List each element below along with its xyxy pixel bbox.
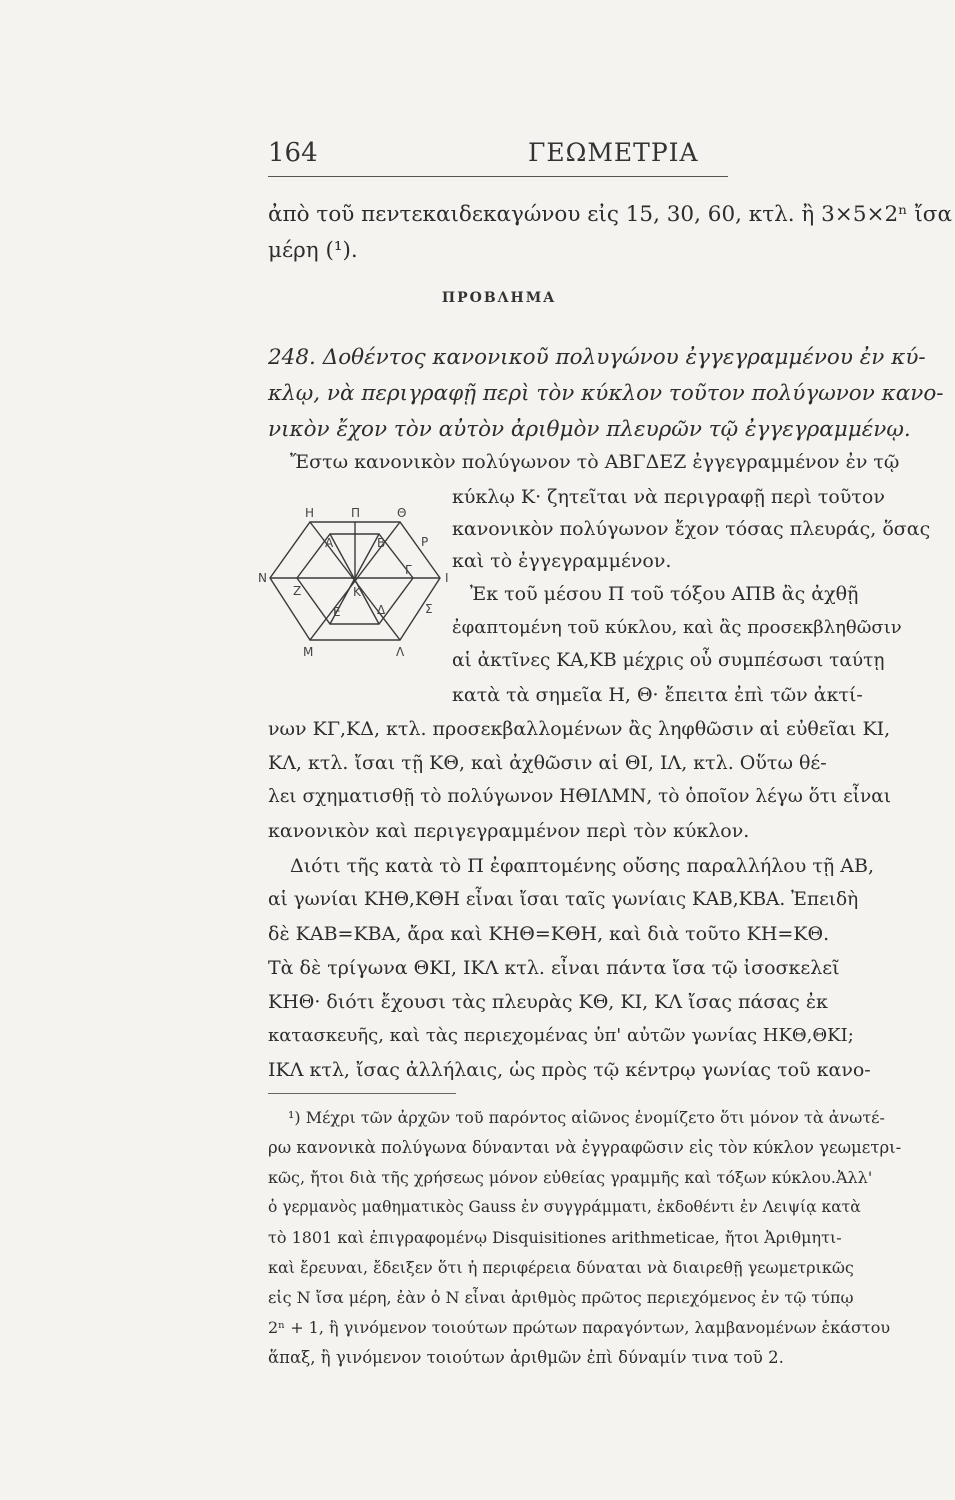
label-mu: Μ xyxy=(303,645,314,659)
body-line: δὲ ΚΑΒ=ΚΒΑ, ἄρα καὶ ΚΗΘ=ΚΘΗ, καὶ διὰ τοῦτο ΚΗ=ΚΘ. xyxy=(268,923,830,945)
label-alpha: Α xyxy=(325,536,334,550)
label-gamma: Γ xyxy=(405,563,412,577)
body-narrow-line: κύκλῳ Κ· ζητεῖται νὰ περιγραφῇ περὶ τοῦτον xyxy=(452,486,885,508)
intro-line: ἀπὸ τοῦ πεντεκαιδεκαγώνου εἰς 15, 30, 60, κτλ. ἢ 3×5×2ⁿ ἴσα xyxy=(268,202,952,227)
body-line: κανονικὸν καὶ περιγεγραμμένον περὶ τὸν κύκλον. xyxy=(268,820,750,842)
body-line: Τὰ δὲ τρίγωνα ΘΚΙ, ΙΚΛ κτλ. εἶναι πάντα ἴσα τῷ ἰσοσκελεῖ xyxy=(268,957,840,979)
problem-statement-line: 248. Δοθέντος κανονικοῦ πολυγώνου ἐγγεγραμμένου ἐν κύ- xyxy=(268,345,926,370)
footnote-line: 2ⁿ + 1, ἢ γινόμενον τοιούτων πρώτων παραγόντων, λαμβανομένων ἑκάστου xyxy=(268,1318,891,1337)
label-epsilon: Ε xyxy=(333,605,341,619)
footnote-line: εἰς Ν ἴσα μέρη, ἐὰν ὁ Ν εἶναι ἀριθμὸς πρῶτος περιεχόμενος ἐν τῷ τύπῳ xyxy=(268,1288,854,1307)
hexagon-figure xyxy=(255,400,455,685)
body-narrow-line: καὶ τὸ ἐγγεγραμμένον. xyxy=(452,550,672,572)
label-iota: Ι xyxy=(445,571,449,585)
body-line: νων ΚΓ,ΚΔ, κτλ. προσεκβαλλομένων ἂς ληφθῶσιν αἱ εὐθεῖαι ΚΙ, xyxy=(268,718,891,740)
body-narrow-line: Ἐκ τοῦ μέσου Π τοῦ τόξου ΑΠΒ ἂς ἀχθῇ xyxy=(470,583,859,605)
body-narrow-line: ἐφαπτομένη τοῦ κύκλου, καὶ ἂς προσεκβληθῶσιν xyxy=(452,617,902,638)
label-nu: Ν xyxy=(258,571,267,585)
label-kappa: Κ xyxy=(353,585,361,599)
problem-heading: ΠΡΟΒΛΗΜΑ xyxy=(441,290,557,306)
footnote-line: τὸ 1801 καὶ ἐπιγραφομένῳ Disquisitiones arithmeticae, ἤτοι Ἀριθμητι- xyxy=(268,1228,842,1247)
body-line: κατασκευῆς, καὶ τὰς περιεχομένας ὑπ' αὐτῶν γωνίας ΗΚΘ,ΘΚΙ; xyxy=(268,1025,854,1046)
body-first-line: Ἔστω κανονικὸν πολύγωνον τὸ ΑΒΓΔΕΖ ἐγγεγραμμένον ἐν τῷ xyxy=(290,451,900,473)
footnote-line: κῶς, ἤτοι διὰ τῆς χρήσεως μόνον εὐθείας γραμμῆς καὶ τόξων κύκλου.Ἀλλ' xyxy=(268,1168,873,1187)
label-rho: Ρ xyxy=(421,535,429,549)
label-beta: Β xyxy=(377,536,386,550)
running-title: ΓΕΩΜΕΤΡΙΑ xyxy=(528,138,699,167)
body-narrow-line: κατὰ τὰ σημεῖα Η, Θ· ἔπειτα ἐπὶ τῶν ἀκτί- xyxy=(452,684,863,706)
footnote-line: καὶ ἔρευναι, ἔδειξεν ὅτι ἡ περιφέρεια δύναται νὰ διαιρεθῇ γεωμετρικῶς xyxy=(268,1258,854,1277)
label-sigma: Σ xyxy=(425,602,433,616)
label-theta: Θ xyxy=(397,506,407,520)
body-narrow-line: κανονικὸν πολύγωνον ἔχον τόσας πλευράς, ὅσας xyxy=(452,518,931,540)
body-line: λει σχηματισθῇ τὸ πολύγωνον ΗΘΙΛΜΝ, τὸ ὁποῖον λέγω ὅτι εἶναι xyxy=(268,786,892,807)
page-header xyxy=(268,136,728,177)
body-line: Διότι τῆς κατὰ τὸ Π ἐφαπτομένης οὔσης παραλλήλου τῇ ΑΒ, xyxy=(290,855,874,877)
label-zeta: Ζ xyxy=(293,584,302,598)
body-line: αἱ γωνίαι ΚΗΘ,ΚΘΗ εἶναι ἴσαι ταῖς γωνίαις ΚΑΒ,ΚΒΑ. Ἐπειδὴ xyxy=(268,889,859,910)
body-line: ΙΚΛ κτλ, ἴσας ἀλλήλαις, ὡς πρὸς τῷ κέντρῳ γωνίας τοῦ κανο- xyxy=(268,1059,871,1081)
footnote-line: ¹) Μέχρι τῶν ἀρχῶν τοῦ παρόντος αἰῶνος ἐνομίζετο ὅτι μόνον τὰ ἀνωτέ- xyxy=(288,1108,885,1127)
footnote-line: ἅπαξ, ἢ γινόμενον τοιούτων ἀριθμῶν ἐπὶ δύναμίν τινα τοῦ 2. xyxy=(268,1348,784,1367)
footnote-line: ὁ γερμανὸς μαθηματικὸς Gauss ἐν συγγράμματι, ἐκδοθέντι ἐν Λειψίᾳ κατὰ xyxy=(268,1198,861,1216)
page-number: 164 xyxy=(268,138,318,168)
label-delta: Δ xyxy=(377,603,386,617)
body-narrow-line: αἱ ἀκτῖνες ΚΑ,ΚΒ μέχρις οὗ συμπέσωσι ταύτῃ xyxy=(452,650,885,671)
label-pi: Π xyxy=(351,506,361,520)
hexagon-diagram xyxy=(255,400,455,685)
problem-statement-line: νικὸν ἔχον τὸν αὐτὸν ἀριθμὸν πλευρῶν τῷ ἐγγεγραμμένῳ. xyxy=(268,417,911,442)
label-eta: Η xyxy=(305,506,315,520)
label-lambda: Λ xyxy=(396,645,405,659)
footnote-line: ρω κανονικὰ πολύγωνα δύνανται νὰ ἐγγραφῶσιν εἰς τὸν κύκλον γεωμετρι- xyxy=(268,1138,902,1157)
footnote-rule xyxy=(268,1093,456,1094)
problem-statement-line: κλῳ, νὰ περιγραφῇ περὶ τὸν κύκλον τοῦτον πολύγωνον κανο- xyxy=(268,381,944,406)
body-line: ΚΗΘ· διότι ἔχουσι τὰς πλευρὰς ΚΘ, ΚΙ, ΚΛ ἴσας πάσας ἐκ xyxy=(268,991,828,1013)
body-line: ΚΛ, κτλ. ἴσαι τῇ ΚΘ, καὶ ἀχθῶσιν αἱ ΘΙ, ΙΛ, κτλ. Οὕτω θέ- xyxy=(268,752,827,774)
intro-line: μέρη (¹). xyxy=(268,238,358,263)
